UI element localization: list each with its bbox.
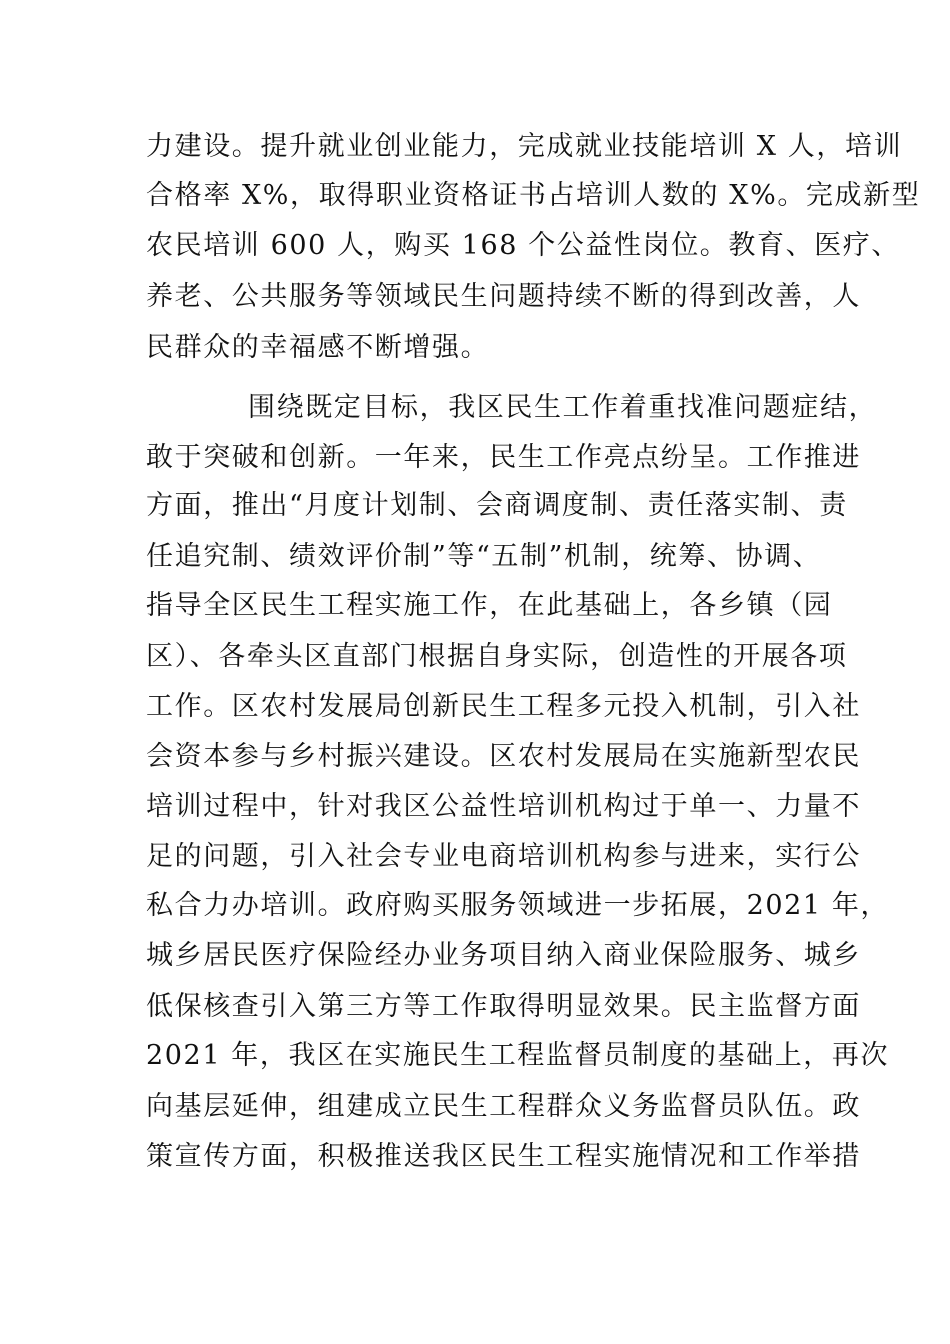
paragraph-2-line-10: 足的问题，引入社会专业电商培训机构参与进来，实行公	[146, 841, 861, 872]
paragraph-2-line-3: 方面，推出“月度计划制、会商调度制、责任落实制、责	[146, 490, 848, 521]
paragraph-2-line-11: 私合力办培训。政府购买服务领域进一步拓展，2021 年，	[146, 890, 890, 921]
paragraph-2-line-12: 城乡居民医疗保险经办业务项目纳入商业保险服务、城乡	[146, 940, 861, 971]
paragraph-2-line-4: 任追究制、绩效评价制”等“五制”机制，统筹、协调、	[146, 541, 822, 572]
paragraph-2-line-6: 区）、各牵头区直部门根据自身实际，创造性的开展各项	[146, 641, 848, 672]
paragraph-1-line-4: 养老、公共服务等领域民生问题持续不断的得到改善，人	[146, 281, 861, 312]
paragraph-1-line-3: 农民培训 600 人，购买 168 个公益性岗位。教育、医疗、	[146, 230, 900, 261]
paragraph-2-line-13: 低保核查引入第三方等工作取得明显效果。民主监督方面	[146, 991, 861, 1022]
paragraph-2-line-2: 敢于突破和创新。一年来，民生工作亮点纷呈。工作推进	[146, 442, 861, 473]
paragraph-2-line-9: 培训过程中，针对我区公益性培训机构过于单一、力量不	[146, 791, 861, 822]
paragraph-1-line-2: 合格率 X%，取得职业资格证书占培训人数的 X%。完成新型	[146, 180, 921, 211]
paragraph-2-line-7: 工作。区农村发展局创新民生工程多元投入机制，引入社	[146, 691, 861, 722]
paragraph-2-line-16: 策宣传方面，积极推送我区民生工程实施情况和工作举措	[146, 1141, 861, 1172]
paragraph-1-line-1: 力建设。提升就业创业能力，完成就业技能培训 X 人，培训	[146, 131, 903, 162]
paragraph-2-line-8: 会资本参与乡村振兴建设。区农村发展局在实施新型农民	[146, 741, 861, 772]
paragraph-2-line-15: 向基层延伸，组建成立民生工程群众义务监督员队伍。政	[146, 1091, 861, 1122]
paragraph-2-line-1: 围绕既定目标，我区民生工作着重找准问题症结，	[248, 392, 878, 423]
paragraph-2-line-5: 指导全区民生工程实施工作，在此基础上，各乡镇（园	[146, 590, 833, 621]
paragraph-2-line-14: 2021 年，我区在实施民生工程监督员制度的基础上，再次	[146, 1040, 890, 1071]
paragraph-1-line-5: 民群众的幸福感不断增强。	[146, 332, 490, 363]
